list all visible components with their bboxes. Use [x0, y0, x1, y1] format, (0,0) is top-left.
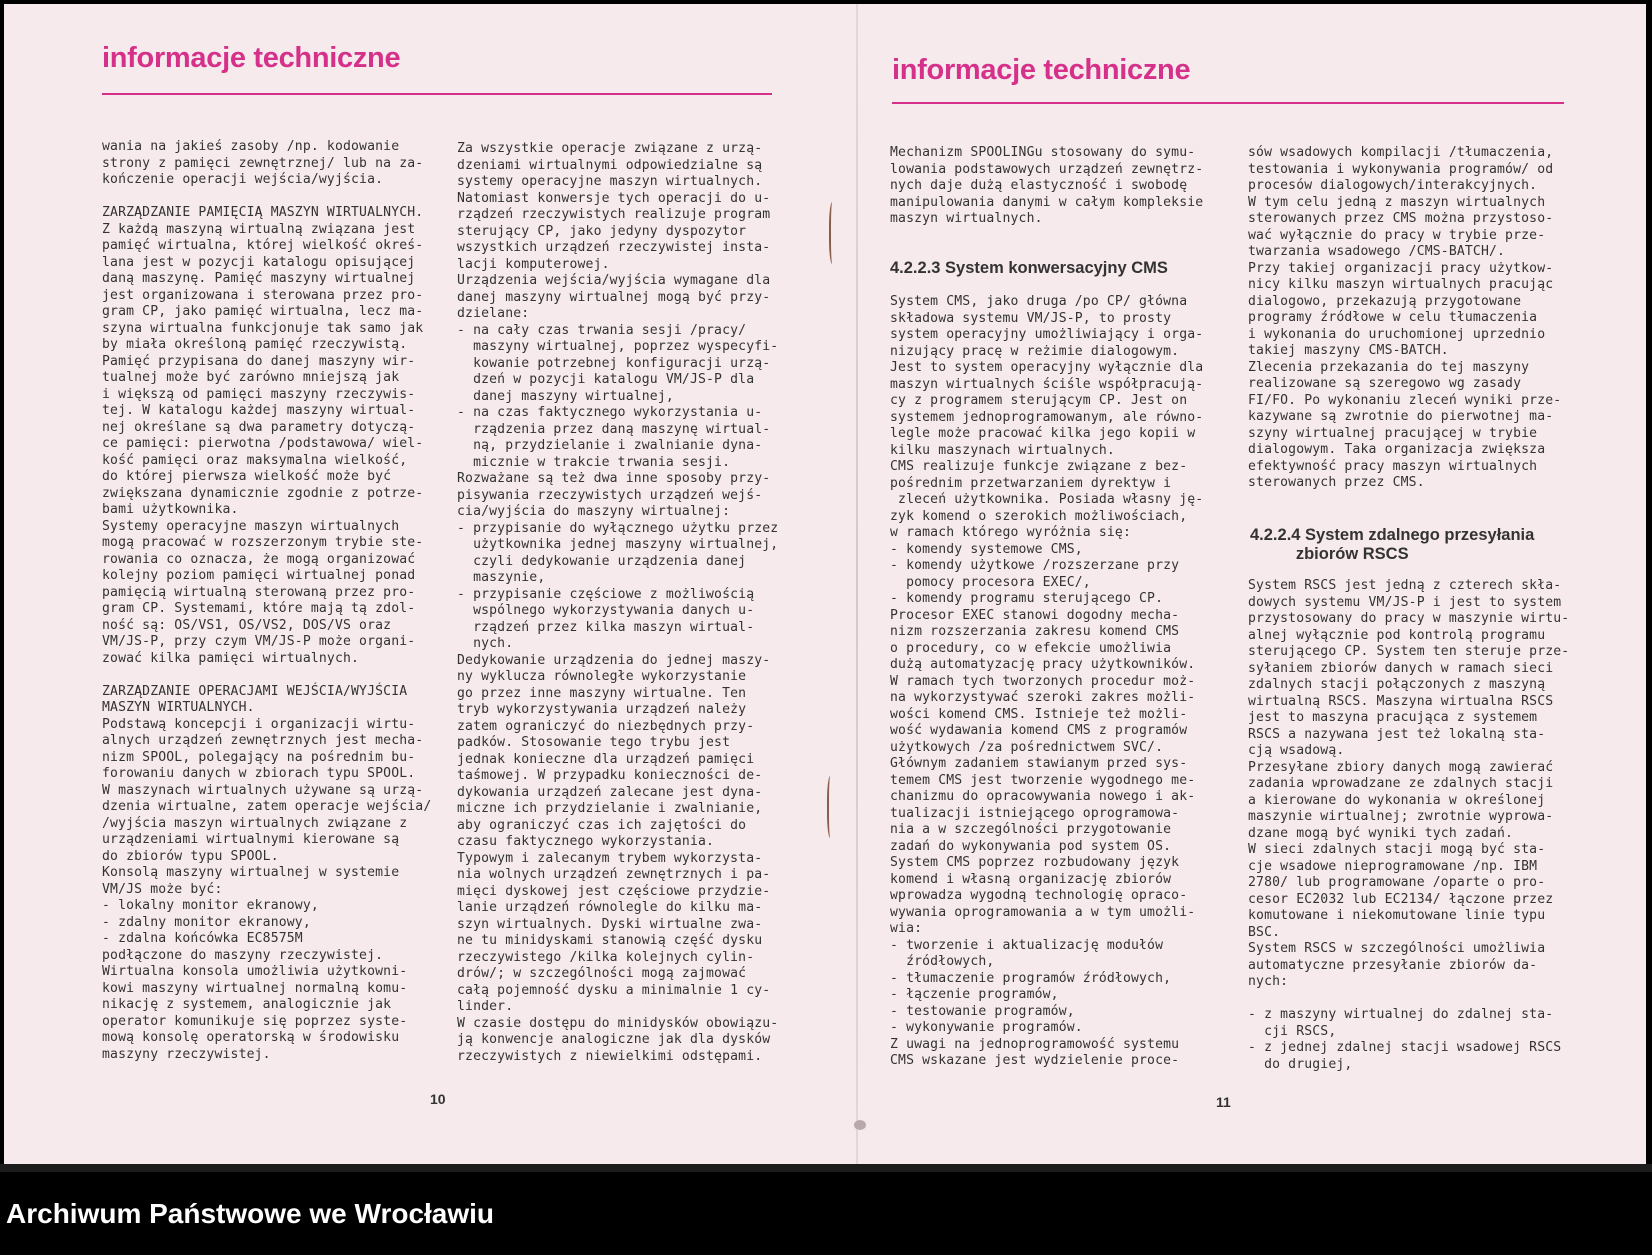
right-page-number: 11 [1216, 1094, 1231, 1110]
right-header-rule [892, 102, 1564, 104]
staple-bottom [827, 776, 835, 838]
left-header-rule [102, 93, 772, 95]
right-column-1-intro: Mechanizm SPOOLINGu stosowany do symu- lowania podstawowych urządzeń zewnętrz- nych daje dużą elastyczność i swobodę manipulowania danymi w całym kompleksie maszyn wirtualnych. [890, 145, 1204, 226]
left-column-1-text: wania na jakieś zasoby /np. kodowanie strony z pamięci zewnętrznej/ lub na za- kończenie operacji wejścia/wyjścia. ZARZĄDZANIE PAMIĘCIĄ MASZYN WIRTUALNYCH. Z każdą maszyną wirtualną związana jest pamięć wirtualna, której wielkość okreś- lana jest w pozycji katalogu opisującej daną maszynę. Pamięć maszyny wirtualnej jest organizowana i sterowana przez pro- gram CP, jako pamięć wirtualna, lecz ma- szyna wirtualna funkcjonuje tak samo jak by miała określoną pamięć rzeczywistą. Pamięć przypisana do danej maszyny wir- tualnej może być zarówno mniejszą jak i większą od pamięci maszyny rzeczywis- tej. W katalogu każdej maszyny wirtual- nej określane są dwa parametry dotyczą- ce pamięci: pierwotna /podstawowa/ wiel- kość pamięci oraz maksymalna wielkość, do której pierwsza wielkość może być zwiększana dynamicznie zgodnie z potrze- bami użytkownika. Systemy operacyjne maszyn wirtualnych mogą pracować w rozszerzonym trybie ste- rowania co oznacza, że mogą organizować kolejny poziom pamięci wirtualnej ponad pamięcią wirtualną sterowaną przez pro- gram CP. Systemami, które mają tą zdol- ność są: OS/VS1, OS/VS2, DOS/VS oraz VM/JS-P, przy czym VM/JS-P może organi- zować kilka pamięci wirtualnych. ZARZĄDZANIE OPERACJAMI WEJŚCIA/WYJŚCIA MASZYN WIRTUALNYCH. Podstawą koncepcji i organizacji wirtu- alnych urządzeń zewnętrznych jest mecha- nizm SPOOL, polegający na pośrednim bu- forowaniu danych w zbiorach typu SPOOL. W maszynach wirtualnych używane są urzą- dzenia wirtualne, zatem operacje wejścia/ /wyjścia maszyn wirtualnych związane z urządzeniami wirtualnymi kierowane są do zbiorów typu SPOOL. Konsolą maszyny wirtualnej w systemie VM/JS może być: - lokalny monitor ekranowy, - zdalny monitor ekranowy, - zdalna końcówka EC8575M podłączone do maszyny rzeczywistej. Wirtualna konsola umożliwia użytkowni- kowi maszyny wirtualnej normalną komu- nikację z systemem, analogicznie jak operator komunikuje się poprzez syste- mową konsolę operatorską w środowisku maszyny rzeczywistej. [102, 139, 432, 1062]
left-page-header: informacje techniczne [102, 42, 401, 74]
gutter-mark [854, 1120, 866, 1130]
right-column-2-intro: sów wsadowych kompilacji /tłumaczenia, testowania i wykonywania programów/ od procesów dialogowych/interakcyjnych. W tym celu jedną z maszyn wirtualnych sterowanych przez CMS można przystoso- wać wyłącznie do pracy w trybie prze- twarzania wsadowego /CMS-BATCH/. Przy takiej organizacji pracy użytkow- nicy kilku maszyn wirtualnych pracując dialogowo, przekazują przygotowane programy źródłowe w celu tłumaczenia i wykonania do uruchomionej uprzednio takiej maszyny CMS-BATCH. Zlecenia przekazania do tej maszyny realizowane są szeregowo wg zasady FI/FO. Po wykonaniu zleceń wyniki prze- kazywane są zwrotnie do pierwotnej ma- szyny wirtualnej pracującej w trybie dialogowym. Taka organizacja zwiększa efektywność pracy maszyn wirtualnych sterowanych przez CMS. [1248, 145, 1562, 490]
left-page-number: 10 [430, 1091, 446, 1107]
archive-label: Archiwum Państwowe we Wrocławiu [6, 1198, 495, 1229]
left-column-2-text: Za wszystkie operacje związane z urzą- dzeniami wirtualnymi odpowiedzialne są systemy operacyjne maszyn wirtualnych. Natomiast konwersje tych operacji do u- rządzeń rzeczywistych realizuje program sterujący CP, jako jedyny dyspozytor wszystkich urządzeń rzeczywistej insta- lacji komputerowej. Urządzenia wejścia/wyjścia wymagane dla danej maszyny wirtualnej mogą być przy- dzielane: - na cały czas trwania sesji /pracy/ maszyny wirtualnej, poprzez wyspecyfi- kowanie potrzebnej konfiguracji urzą- dzeń w pozycji katalogu VM/JS-P dla danej maszyny wirtualnej, - na czas faktycznego wykorzystania u- rządzenia przez daną maszynę wirtual- ną, przydzielanie i zwalnianie dyna- micznie w trakcie trwania sesji. Rozważane są też dwa inne sposoby przy- pisywania rzeczywistych urządzeń wejś- cia/wyjścia do maszyny wirtualnej: - przypisanie do wyłącznego użytku przez użytkownika jednej maszyny wirtualnej, czyli dedykowanie urządzenia danej maszynie, - przypisanie częściowe z możliwością wspólnego wykorzystywania danych u- rządzeń przez kilka maszyn wirtual- nych. Dedykowanie urządzenia do jednej maszy- ny wyklucza równoległe wykorzystanie go przez inne maszyny wirtualne. Ten tryb wykorzystywania urządzeń należy zatem ograniczyć do niezbędnych przy- padków. Stosowanie tego trybu jest jednak konieczne dla urządzeń pamięci taśmowej. W przypadku konieczności de- dykowania urządzeń zalecane jest dyna- miczne ich przydzielanie i zwalnianie, aby ograniczyć czas ich zajętości do czasu faktycznego wykorzystania. Typowym i zalecanym trybem wykorzysta- nia wolnych urządzeń zewnętrznych i pa- mięci dyskowej jest częściowe przydzie- lanie urządzeń równolegle do kilku ma- szyn wirtualnych. Dyski wirtualne zwa- ne tu minidyskami stanowią część dysku rzeczywistego /kilka kolejnych cylin- drów/; w szczególności mogą zajmować całą pojemność dysku a minimalnie 1 cy- linder. W czasie dostępu do minidysków obowiązu- ją konwencje analogiczne jak dla dysków rzeczywistych z niewielkimi odstępami. [457, 141, 779, 1064]
right-page-header: informacje techniczne [892, 54, 1191, 86]
heading-cms: 4.2.2.3 System konwersacyjny CMS [890, 259, 1168, 277]
heading-rscs: 4.2.2.4 System zdalnego przesyłania zbiorów RSCS [1250, 526, 1535, 563]
document-spread [4, 4, 1646, 1164]
page-fold [856, 4, 858, 1164]
staple-top [829, 202, 837, 264]
scan-edge [0, 1164, 1652, 1172]
right-column-2-body: System RSCS jest jedną z czterech skła- dowych systemu VM/JS-P i jest to system przystosowany do pracy w maszynie wirtu- alnej wyłącznie pod kontrolą programu sterującego CP. System ten steruje prze- syłaniem zbiorów danych w ramach sieci zdalnych stacji połączonych z maszyną wirtualną RSCS. Maszyna wirtualna RSCS jest to maszyna pracująca z systemem RSCS a nazywana jest też lokalną sta- cją wsadową. Przesyłane zbiory danych mogą zawierać zadania wprowadzane ze zdalnych stacji a kierowane do wykonania w określonej maszynie wirtualnej; zwrotnie wyprowa- dzane mogą być wyniki tych zadań. W sieci zdalnych stacji mogą być sta- cje wsadowe nieprogramowane /np. IBM 2780/ lub programowane /oparte o pro- cesor EC2032 lub EC2134/ łączone przez komutowane i niekomutowane linie typu BSC. System RSCS w szczególności umożliwia automatyczne przesyłanie zbiorów da- nych: - z maszyny wirtualnej do zdalnej sta- cji RSCS, - z jednej zdalnej stacji wsadowej RSCS do drugiej, [1248, 578, 1570, 1072]
right-column-1-body: System CMS, jako druga /po CP/ główna składowa systemu VM/JS-P, to prosty system operacyjny umożliwiający i orga- nizujący pracę w reżimie dialogowym. Jest to system operacyjny wyłącznie dla maszyn wirtualnych ściśle współpracują- cy z programem sterującym CP. Jest on systemem jednoprogramowanym, ale równo- legle może pracować kilka jego kopii w kilku maszynach wirtualnych. CMS realizuje funkcje związane z bez- pośrednim przetwarzaniem dyrektyw i zleceń użytkownika. Posiada własny ję- zyk komend o szerokich możliwościach, w ramach którego wyróżnia się: - komendy systemowe CMS, - komendy użytkowe /rozszerzane przy pomocy procesora EXEC/, - komendy programu sterującego CP. Procesor EXEC stanowi dogodny mecha- nizm rozszerzania zakresu komend CMS o procedury, co w efekcie umożliwia dużą automatyzację pracy użytkowników. W ramach tych tworzonych procedur moż- na wykorzystywać szeroki zakres możli- wości komend CMS. Istnieje też możli- wość wydawania komend CMS z programów użytkowych /za pośrednictwem SVC/. Głównym zadaniem stawianym przed sys- temem CMS jest tworzenie wygodnego me- chanizmu do opracowywania nowego i ak- tualizacji istniejącego oprogramowa- nia a w szczególności przygotowanie zadań do wykonywania pod system OS. System CMS poprzez rozbudowany język komend i własną organizację zbiorów wprowadza wygodną technologię opraco- wywania oprogramowania a w tym umożli- wia: - tworzenie i aktualizację modułów źródłowych, - tłumaczenie programów źródłowych, - łączenie programów, - testowanie programów, - wykonywanie programów. Z uwagi na jednoprogramowość systemu CMS wskazane jest wydzielenie proce- [890, 294, 1204, 1068]
